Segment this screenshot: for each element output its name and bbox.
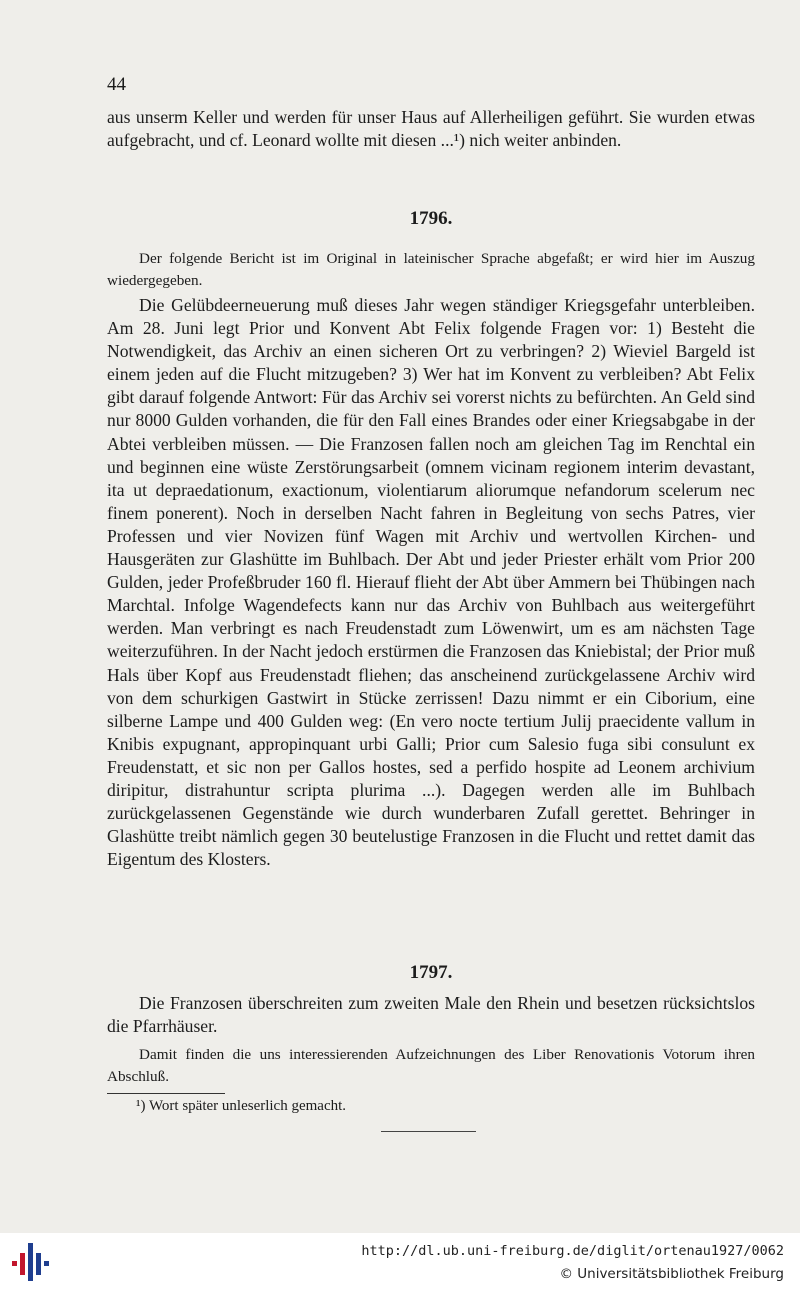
page-number: 44 <box>107 74 126 95</box>
library-logo-icon <box>10 1241 50 1283</box>
copyright-notice: © Universitätsbibliothek Freiburg <box>559 1266 784 1282</box>
footnote: ¹) Wort später unleserlich gemacht. <box>136 1098 347 1114</box>
source-url-link[interactable]: http://dl.ub.uni-freiburg.de/diglit/ortenau1927/0062 <box>361 1243 784 1259</box>
editorial-note-1796: Der folgende Bericht ist im Original in lateinischer Sprache abgefaßt; er wird hier im Auszug wiedergegeben. <box>107 250 755 289</box>
end-divider <box>381 1131 476 1132</box>
section-heading-1796: 1796. <box>409 208 453 229</box>
paragraph-1797: Die Franzosen überschreiten zum zweiten Male den Rhein und besetzen rücksichtslos die Pfarrhäuser. <box>107 993 755 1037</box>
paragraph-1796: Die Gelübdeerneuerung muß dieses Jahr wegen ständiger Kriegsgefahr unterbleiben. Am 28. Juni legt Prior und Konvent Abt Felix folgende Fragen vor: 1) Besteht die Notwendigkeit, das Archiv an einen sicheren Ort zu verbringen? 2) Wieviel Bargeld ist einem jeden auf die Flucht mitzugeben? 3) Wer hat im Konvent zu verbleiben? Abt Felix gibt darauf folgende Antwort: Für das Archiv sei vorerst nichts zu befürchten. An Geld sind nur 8000 Gulden vorhanden, die für den Fall eines Brandes oder einer Kriegsabgabe in der Abtei verbleiben müssen. — Die Franzosen fallen noch am gleichen Tag im Renchtal ein und beginnen eine wüste Zerstörungsarbeit (omnem vicinam regionem interim devastant, ita ut depraedationum, exactionum, violentiarum aliorumque nefandorum scelerum nec finem ponerent). Noch in derselben Nacht fahren in Begleitung von sechs Patres, vier Professen und vier Novizen fünf Wagen mit Archiv und wertvollen Kirchen- und Hausgeräten zur Glashütte im Buhlbach. Der Abt und jeder Priester erhält vom Prior 200 Gulden, jeder Profeßbruder 160 fl. Hierauf flieht der Abt über Ammern bei Thübingen nach Marchtal. Infolge Wagendefects kann nur das Archiv von Buhlbach aus weitergeführt werden. Man verbringt es nach Freudenstadt zum Löwenwirt, um es am nächsten Tage weiterzuführen. In der Nacht jedoch erstürmen die Franzosen das Kniebistal; der Prior muß Hals über Kopf aus Freudenstadt fliehen; das anscheinend zurückgelassene Archiv wird von dem schurkigen Gastwirt in Stücke zerrissen! Dazu nimmt er ein Ciborium, eine silberne Lampe und 400 Gulden weg: (En vero nocte tertium Julij praecidente vallum in Knibis expugnant, appropinquant urbi Galli; Prior cum Salesio fuga sibi consulunt ex Freudenstatt, et sic non per Gallos hostes, sed a perfido hospite ad Leonem archivium diripitur, distrahuntur scripta plurima ...). Dagegen werden alle im Buhlbach zurückgelassenen Gegenstände wie durch wunderbaren Zufall gerettet. Behringer in Glashütte treibt nämlich gegen 30 beutelustige Franzosen in die Flucht und rettet damit das Eigentum des Klosters. <box>107 295 755 870</box>
intro-paragraph: aus unserm Keller und werden für unser Haus auf Allerheiligen geführt. Sie wurden etwas aufgebracht, und cf. Leonard wollte mit diesen ...¹) nich weiter anbinden. <box>107 107 755 151</box>
library-footer <box>0 1233 800 1291</box>
closing-note-1797: Damit finden die uns interessierenden Aufzeichnungen des Liber Renovationis Votorum ihren Abschluß. <box>107 1046 755 1085</box>
footnote-divider <box>107 1093 225 1094</box>
section-heading-1797: 1797. <box>409 962 453 983</box>
